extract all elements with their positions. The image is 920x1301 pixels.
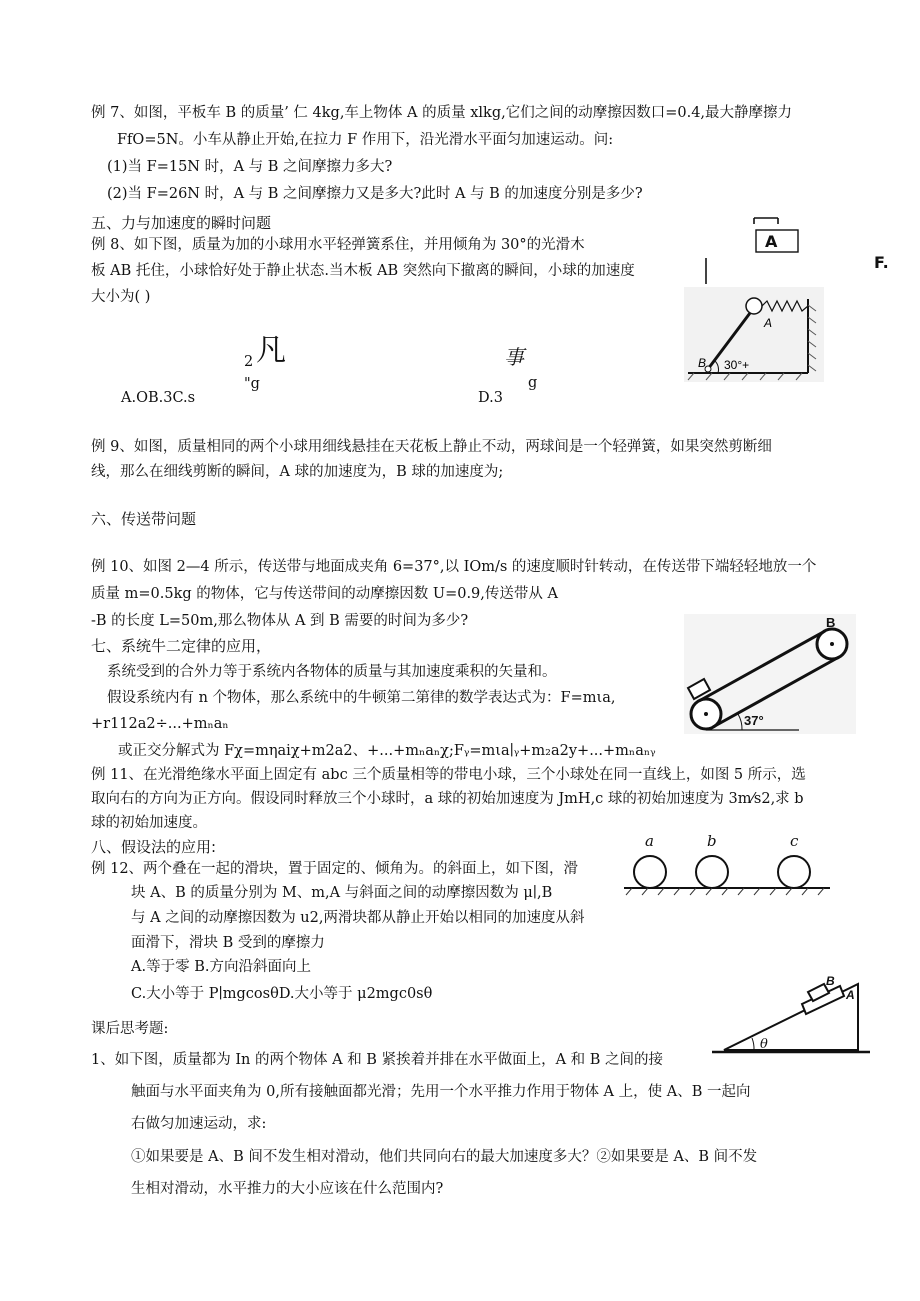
ex12-line-1: 例 12、两个叠在一起的滑块，置于固定的、倾角为。的斜面上，如下图，滑 [91,861,579,877]
homework-line-5: 生相对滑动，水平推力的大小应该在什么范围内? [131,1181,444,1197]
spring-ball-incline-figure [684,287,824,382]
fig-angle-label: 30°+ [724,358,750,372]
ball-c [778,856,810,888]
ground-hatch [658,888,664,895]
ex7-line-2: FfO=5N。小车从静止开始,在拉力 F 作用下，沿光滑水平面匀加速运动。问: [117,132,614,148]
ex8-option-g-1: "g [244,376,260,392]
ball-label-a: a [645,832,654,850]
s7-line-3: +r112a2÷...+mₙaₙ [91,716,229,732]
homework-line-4: ①如果要是 A、B 间不发生相对滑动，他们共同向右的最大加速度多大？②如果要是 A、B 间不发 [131,1149,758,1165]
incline-angle-label: θ [760,1037,768,1052]
lower-pulley-axle [704,712,708,716]
upper-pulley-axle [830,642,834,646]
homework-line-3: 右做匀加速运动，求: [131,1116,267,1132]
three-balls-figure [622,844,832,896]
ex7-line-1: 例 7、如图，平板车 B 的质量’ 仁 4kg,车上物体 A 的质量 xlkg,它们之间的动摩擦因数口=0.4,最大静摩擦力 [91,105,793,121]
ball-a [634,856,666,888]
ex12-options-ab: A.等于零 B.方向沿斜面向上 [131,959,311,975]
ground-hatch [690,888,696,895]
ground-hatch [642,888,648,895]
ground-hatch [738,888,744,895]
s7-line-2: 假设系统内有 n 个物体，那么系统中的牛顿第二第律的数学表达式为：F=mιa, [107,690,616,706]
section-5-title: 五、力与加速度的瞬时问题 [91,214,272,232]
section-6-title: 六、传送带问题 [91,510,197,528]
ex8-option-glyph-shi: 事 [504,345,524,369]
ex11-line-1: 例 11、在光滑绝缘水平面上固定有 abc 三个质量相等的带电小球，三个小球处在同一直线上，如图 5 所示，选 [91,767,806,783]
ex9-line-1: 例 9、如图，质量相同的两个小球用细线悬挂在天花板上静止不动，两球间是一个轻弹簧，如果突然剪断细 [91,439,772,455]
conveyor-label-b: B [826,615,836,630]
ground-hatch [706,888,712,895]
section-8-title: 八、假设法的应用: [91,838,217,856]
ex10-line-2: 质量 m=0.5kg 的物体，它与传送带间的动摩擦因数 U=0.9,传送带从 A [91,586,558,602]
s7-line-1: 系统受到的合外力等于系统内各物体的质量与其加速度乘积的矢量和。 [107,664,557,680]
ex10-line-1: 例 10、如图 2—4 所示，传送带与地面成夹角 6=37°,以 IOm/s 的速度顺时针转动，在传送带下端轻轻地放一个 [91,559,817,575]
s7-line-4: 或正交分解式为 Fχ=mηaiχ+m2a2、+...+mₙaₙχ;Fᵧ=mιa∣ᵧ+m₂a2y+...+mₙaₙᵧ [118,743,656,759]
ex8-line-1: 例 8、如下图，质量为加的小球用水平轻弹簧系住，并用倾角为 30°的光滑木 [91,237,585,253]
ex8-option-d: D.3 [478,390,503,406]
ball-label-b: b [707,832,717,850]
ground-hatch [770,888,776,895]
block-label-a: A [846,988,855,1002]
ex8-line-3: 大小为( ) [91,289,151,305]
homework-title: 课后思考题: [91,1021,169,1037]
ground-hatch [674,888,680,895]
ex8-option-g-2: g [528,375,538,391]
block-label-b: B [826,974,835,988]
ground-hatch [754,888,760,895]
ex8-option-fraction-2: 2 [244,354,254,370]
ex9-line-2: 线，那么在细线剪断的瞬间，A 球的加速度为，B 球的加速度为; [91,464,504,480]
ball-label-c: c [790,832,799,850]
ex12-line-3: 与 A 之间的动摩擦因数为 u2,两滑块都从静止开始以相同的加速度从斜 [131,910,585,926]
fig-label-a: A [764,316,773,330]
ex11-line-2: 取向右的方向为正方向。假设同时释放三个小球时，a 球的初始加速度为 JmH,c 球的初始加速度为 3m⁄s2,求 b [91,791,804,807]
plank-block-figure [748,210,808,260]
fig-label-b: B [698,356,707,370]
ex12-options-cd: C.大小等于 P∣mgcosθD.大小等于 μ2mgc0sθ [131,986,433,1002]
ground-hatch [626,888,632,895]
ex12-line-4: 面滑下，滑块 B 受到的摩擦力 [131,935,325,951]
ex12-line-2: 块 A、B 的质量分别为 M、m,A 与斜面之间的动摩擦因数为 μ∣,B [131,885,553,901]
ex7-question-2: (2)当 F=26N 时，A 与 B 之间摩擦力又是多大?此时 A 与 B 的加速度分别是多少? [107,186,643,202]
section-7-title: 七、系统牛二定律的应用， [91,637,272,655]
ex10-line-3: -B 的长度 L=50m,那么物体从 A 到 B 需要的时间为多少? [91,613,469,629]
block-a-label: A [765,232,778,251]
ex8-option-glyph-fan: 凡 [256,333,286,368]
ball [746,298,762,314]
ground-hatch [786,888,792,895]
ground-hatch [802,888,808,895]
ex7-question-1: (1)当 F=15N 时，A 与 B 之间摩擦力多大? [107,159,393,175]
conveyor-angle-label: 37° [744,713,764,728]
conveyor-belt-figure [684,614,856,734]
homework-line-2: 触面与水平面夹角为 0,所有接触面都光滑；先用一个水平推力作用于物体 A 上，使 A、B 一起向 [131,1084,751,1100]
ex8-options-a-c: A.OB.3C.s [121,390,196,406]
homework-line-1: 1、如下图，质量都为 In 的两个物体 A 和 B 紧挨着并排在水平做面上，A 和 B 之间的接 [91,1052,664,1068]
ground-hatch [722,888,728,895]
ex8-line-2: 板 AB 托住，小球恰好处于静止状态.当木板 AB 突然向下撤离的瞬间，小球的加速度 [91,263,635,279]
ball-b [696,856,728,888]
force-f-label: F. [874,253,889,272]
stacked-blocks-incline-figure [710,966,872,1060]
ex11-line-3: 球的初始加速度。 [91,815,207,831]
vertical-bar-mark [700,256,712,286]
ground-hatch [818,888,824,895]
